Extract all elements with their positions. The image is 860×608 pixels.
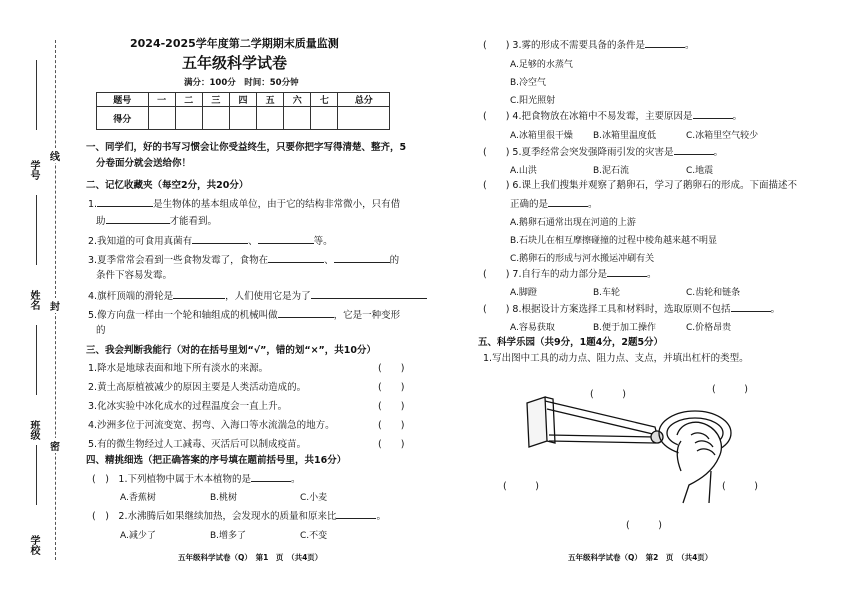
- score-header-cell: 七: [311, 93, 338, 107]
- choice-q6-end: 。: [588, 199, 598, 210]
- choice-q5-option-b: B.泥石流: [593, 166, 630, 176]
- judge-item-3: 3.化冰实验中冰化成水的过程温度会一直上升。: [88, 401, 288, 412]
- fill-q1-text: 是生物体的基本组成单位，由于它的结构非常微小，只有借: [153, 199, 401, 210]
- blank-q2-2[interactable]: [258, 234, 314, 244]
- blank-choice-q7[interactable]: [607, 267, 647, 277]
- judge-item-5: 5.有的微生物经过人工减毒、灭活后可以制成疫苗。: [88, 439, 307, 450]
- blank-choice-q6[interactable]: [548, 197, 588, 207]
- section4-heading: 四、精挑细选（把正确答案的序号填在题前括号里，共16分）: [86, 455, 347, 466]
- choice-q3-option-c: C.阳光照射: [510, 96, 556, 106]
- seal-char-mi: 密: [50, 438, 60, 453]
- score-header-cell: 三: [202, 93, 229, 107]
- lever-blank-bottom-left[interactable]: ( ): [503, 481, 539, 492]
- fill-q1-num: 1.: [88, 199, 98, 210]
- choice-q6-text2: 正确的是: [510, 199, 549, 210]
- choice-q7-end: 。: [647, 269, 657, 280]
- choice-q8-option-c: C.价格昂贵: [686, 323, 732, 333]
- blank-q1-1[interactable]: [97, 197, 153, 207]
- section1-line2: 分卷面分就会送给你！: [96, 158, 192, 169]
- choice-q5-text: ( ) 5.夏季经常会突发强降雨引发的灾害是: [483, 147, 674, 158]
- score-header-cell: 二: [175, 93, 202, 107]
- seal-char-feng: 封: [50, 298, 60, 313]
- choice-q1-option-c: C.小麦: [300, 493, 328, 503]
- score-cell[interactable]: [338, 107, 390, 130]
- fill-q5-text2: ，它是一种变形: [333, 310, 401, 321]
- fill-q4-text: 4.旗杆顶端的滑轮是: [88, 291, 174, 302]
- lever-blank-top-right[interactable]: ( ): [712, 384, 748, 395]
- score-cell[interactable]: [202, 107, 229, 130]
- fill-q3-sep: 、: [324, 255, 334, 266]
- score-header-cell: 六: [284, 93, 311, 107]
- blank-choice-q1[interactable]: [251, 472, 291, 482]
- fill-q1-text3: 才能看到。: [169, 216, 218, 227]
- xuexiao-blank[interactable]: [36, 445, 37, 505]
- section2-heading: 二、记忆收藏夹（每空2分，共20分）: [86, 180, 249, 191]
- blank-choice-q4[interactable]: [693, 109, 733, 119]
- choice-q7-text: ( ) 7.自行车的动力部分是: [483, 269, 607, 280]
- blank-q3-2[interactable]: [334, 253, 390, 263]
- score-table: [96, 92, 390, 130]
- blank-choice-q2[interactable]: [336, 509, 376, 519]
- score-header-cell: 题号: [97, 93, 149, 107]
- fill-q5-text: 5.像方向盘一样由一个轮和轴组成的机械叫做: [88, 310, 278, 321]
- choice-q4-text: ( ) 4.把食物放在冰箱中不易发霉，主要原因是: [483, 111, 693, 122]
- choice-q3: [483, 38, 695, 52]
- judge-answer-4[interactable]: ( ): [378, 420, 405, 431]
- judge-answer-3[interactable]: ( ): [378, 401, 405, 412]
- choice-q3-text: ( ) 3.雾的形成不需要具备的条件是: [483, 40, 645, 51]
- score-header-cell: 一: [148, 93, 175, 107]
- fill-q3-line2: 条件下容易发霉。: [96, 270, 173, 281]
- section5-heading: 五、科学乐园（共9分，1题4分，2题5分）: [478, 337, 664, 348]
- choice-q2-end: 。: [376, 511, 386, 522]
- fill-q2-text: 2.我知道的可食用真菌有: [88, 236, 193, 247]
- score-cell[interactable]: [175, 107, 202, 130]
- seal-char-xian: 线: [50, 148, 60, 163]
- exam-title: 2024-2025学年度第二学期期末质量监测: [130, 37, 339, 50]
- choice-q1-text: ( ) 1.下列植物中属于木本植物的是: [92, 474, 251, 485]
- choice-q6-line2: [510, 197, 598, 211]
- lever-tool-diagram: [505, 375, 765, 515]
- fill-q2-end: 等。: [313, 236, 333, 247]
- choice-q2-option-c: C.不变: [300, 531, 328, 541]
- judge-item-4: 4.沙洲多位于河流变宽、拐弯、入海口等水流湍急的地方。: [88, 420, 335, 431]
- section1-heading: 一、同学们，好的书写习惯会让你受益终生，只要你把字写得清楚、整齐，5: [86, 142, 407, 153]
- exam-subtitle: 五年级科学试卷: [182, 54, 288, 72]
- score-cell[interactable]: [311, 107, 338, 130]
- xuehao-blank[interactable]: [36, 60, 37, 130]
- choice-q5-option-a: A.山洪: [510, 166, 537, 176]
- xingming-label: 姓名: [28, 290, 39, 310]
- choice-q7-option-a: A.脚蹬: [510, 288, 537, 298]
- choice-q6-option-a: A.鹅卵石通常出现在河道的上游: [510, 218, 636, 228]
- choice-q8-option-a: A.容易获取: [510, 323, 555, 333]
- fill-q2: [88, 234, 333, 248]
- lever-blank-bottom-center[interactable]: ( ): [626, 520, 662, 531]
- fill-q1-text2: 助: [96, 216, 106, 227]
- choice-q1-option-b: B.桃树: [210, 493, 238, 503]
- choice-q4-option-c: C.冰箱里空气较少: [686, 131, 759, 141]
- right-footer: 五年级科学试卷（Q） 第2 页 （共4页）: [568, 553, 713, 562]
- blank-q2-1[interactable]: [192, 234, 248, 244]
- judge-answer-2[interactable]: ( ): [378, 382, 405, 393]
- choice-q7-option-b: B.车轮: [593, 288, 621, 298]
- choice-q4: [483, 109, 742, 123]
- fill-q1: [88, 197, 400, 211]
- score-cell[interactable]: [257, 107, 284, 130]
- section5-q1: 1.写出图中工具的动力点、阻力点、支点，并填出杠杆的类型。: [483, 353, 749, 364]
- choice-q6-option-c: C.鹅卵石的形成与河水搬运冲刷有关: [510, 254, 655, 264]
- choice-q3-option-b: B.冷空气: [510, 78, 547, 88]
- fill-q3: [88, 253, 399, 267]
- exam-meta: 满分：100分 时间：50分钟: [184, 78, 299, 88]
- choice-q5-end: 。: [713, 147, 724, 158]
- choice-q1: [92, 472, 301, 486]
- judge-answer-1[interactable]: ( ): [378, 363, 405, 374]
- section3-heading: 三、我会判断我能行（对的在括号里划“√”，错的划“×”，共10分）: [86, 345, 376, 356]
- choice-q8: [483, 302, 780, 316]
- binding-margin: [0, 0, 70, 608]
- choice-q4-option-a: A.冰箱里很干燥: [510, 131, 573, 141]
- blank-q4-2[interactable]: [311, 289, 427, 299]
- choice-q2-text: ( ) 2.水沸腾后如果继续加热，会发现水的质量和原来比: [92, 511, 337, 522]
- fill-q3-end: 的: [389, 255, 400, 266]
- blank-q3-1[interactable]: [268, 253, 324, 263]
- score-header-cell: 五: [257, 93, 284, 107]
- score-header-cell: 四: [229, 93, 256, 107]
- choice-q1-end: 。: [290, 474, 301, 485]
- fill-q4-text2: ，人们使用它是为了: [225, 291, 311, 302]
- score-table-header-row: [97, 93, 390, 107]
- lever-blank-bottom-right[interactable]: ( ): [722, 481, 758, 492]
- judge-item-1: 1.降水是地球表面和地下所有淡水的来源。: [88, 363, 269, 374]
- choice-q5: [483, 145, 723, 159]
- blank-choice-q5[interactable]: [674, 145, 714, 155]
- choice-q3-option-a: A.足够的水蒸气: [510, 60, 573, 70]
- fill-q5: [88, 308, 400, 322]
- xuehao-label: 学号: [28, 160, 39, 180]
- blank-choice-q8[interactable]: [731, 302, 771, 312]
- banji-label: 班级: [28, 420, 39, 440]
- judge-answer-5[interactable]: ( ): [378, 439, 405, 450]
- choice-q6: ( ) 6.课上我们搜集并观察了鹅卵石，学习了鹅卵石的形成。下面描述不: [483, 180, 797, 191]
- score-cell[interactable]: [148, 107, 175, 130]
- choice-q2: [92, 509, 386, 523]
- choice-q8-option-b: B.便于加工操作: [593, 323, 657, 333]
- score-row-label: 得分: [97, 107, 149, 130]
- xingming-blank[interactable]: [36, 195, 37, 265]
- choice-q4-option-b: B.冰箱里温度低: [593, 131, 657, 141]
- blank-q1-2[interactable]: [106, 214, 170, 224]
- blank-choice-q3[interactable]: [645, 38, 685, 48]
- fill-q2-sep: 、: [248, 236, 258, 247]
- choice-q5-option-c: C.地震: [686, 166, 714, 176]
- score-table-score-row: [97, 107, 390, 130]
- choice-q8-text: ( ) 8.根据设计方案选择工具和材料时，选取原则不包括: [483, 304, 731, 315]
- choice-q2-option-a: A.减少了: [120, 531, 156, 541]
- choice-q7-option-c: C.齿轮和链条: [686, 288, 741, 298]
- score-cell[interactable]: [284, 107, 311, 130]
- fill-q3-text: 3.夏季常常会看到一些食物发霉了，食物在: [88, 255, 269, 266]
- choice-q1-option-a: A.香蕉树: [120, 493, 156, 503]
- choice-q3-end: 。: [685, 40, 695, 51]
- choice-q8-end: 。: [770, 304, 781, 315]
- banji-blank[interactable]: [36, 325, 37, 395]
- blank-q5-1[interactable]: [278, 308, 334, 318]
- choice-q6-option-b: B.石块儿在相互摩擦碰撞的过程中棱角越来越不明显: [510, 236, 718, 246]
- choice-q4-end: 。: [732, 111, 743, 122]
- blank-q4-1[interactable]: [173, 289, 225, 299]
- choice-q2-option-b: B.增多了: [210, 531, 247, 541]
- fill-q1-line2: [96, 214, 217, 228]
- lever-blank-top-left[interactable]: ( ): [590, 389, 626, 400]
- score-header-cell: 总分: [338, 93, 390, 107]
- xuexiao-label: 学校: [28, 535, 39, 555]
- choice-q7: [483, 267, 657, 281]
- judge-item-2: 2.黄土高原植被减少的原因主要是人类活动造成的。: [88, 382, 307, 393]
- left-footer: 五年级科学试卷（Q） 第1 页 （共4页）: [178, 553, 323, 562]
- fill-q4: [88, 289, 427, 303]
- score-cell[interactable]: [229, 107, 256, 130]
- fill-q5-line2: 的: [96, 325, 106, 336]
